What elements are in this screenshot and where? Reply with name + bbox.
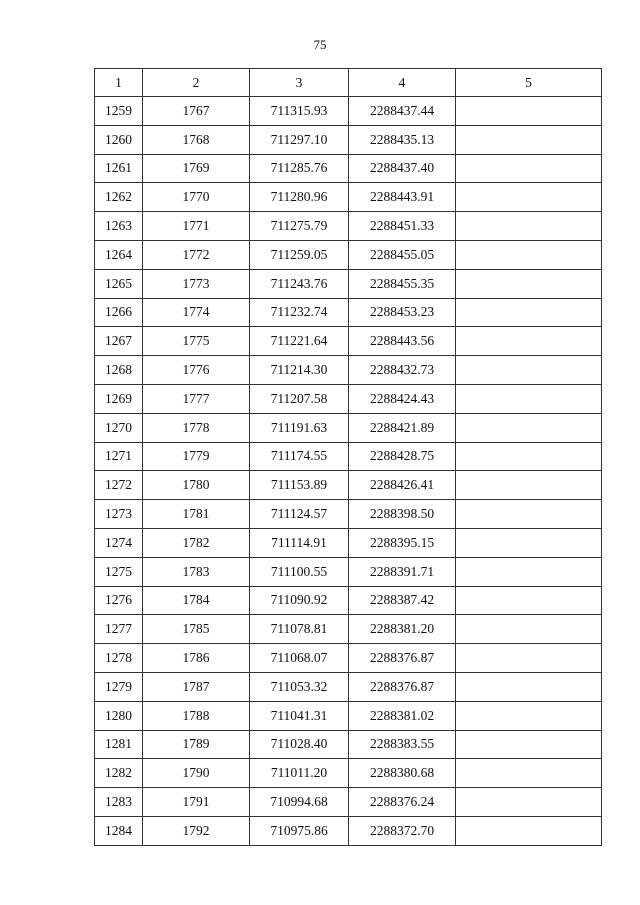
row-number-cell: 1263	[95, 212, 143, 241]
column-header-5: 5	[456, 69, 602, 97]
note-cell	[456, 500, 602, 529]
note-cell	[456, 586, 602, 615]
y-coordinate-cell: 2288428.75	[349, 442, 456, 471]
note-cell	[456, 730, 602, 759]
y-coordinate-cell: 2288443.91	[349, 183, 456, 212]
point-number-cell: 1774	[143, 298, 250, 327]
y-coordinate-cell: 2288451.33	[349, 212, 456, 241]
x-coordinate-cell: 710994.68	[250, 788, 349, 817]
note-cell	[456, 154, 602, 183]
row-number-cell: 1276	[95, 586, 143, 615]
point-number-cell: 1786	[143, 644, 250, 673]
point-number-cell: 1791	[143, 788, 250, 817]
row-number-cell: 1273	[95, 500, 143, 529]
table-row	[95, 672, 602, 701]
x-coordinate-cell: 711315.93	[250, 97, 349, 126]
x-coordinate-cell: 711221.64	[250, 327, 349, 356]
point-number-cell: 1768	[143, 125, 250, 154]
y-coordinate-cell: 2288381.20	[349, 615, 456, 644]
column-header-3: 3	[250, 69, 349, 97]
x-coordinate-cell: 711153.89	[250, 471, 349, 500]
row-number-cell: 1266	[95, 298, 143, 327]
row-number-cell: 1271	[95, 442, 143, 471]
row-number-cell: 1270	[95, 413, 143, 442]
table-row	[95, 327, 602, 356]
point-number-cell: 1788	[143, 701, 250, 730]
point-number-cell: 1783	[143, 557, 250, 586]
y-coordinate-cell: 2288455.05	[349, 240, 456, 269]
column-header-2: 2	[143, 69, 250, 97]
note-cell	[456, 212, 602, 241]
table-row	[95, 212, 602, 241]
table-row	[95, 356, 602, 385]
table-row	[95, 183, 602, 212]
row-number-cell: 1265	[95, 269, 143, 298]
table-row	[95, 471, 602, 500]
row-number-cell: 1284	[95, 816, 143, 845]
row-number-cell: 1274	[95, 528, 143, 557]
table-row	[95, 269, 602, 298]
table-row	[95, 615, 602, 644]
point-number-cell: 1767	[143, 97, 250, 126]
point-number-cell: 1784	[143, 586, 250, 615]
table-row	[95, 500, 602, 529]
table-row	[95, 586, 602, 615]
row-number-cell: 1261	[95, 154, 143, 183]
x-coordinate-cell: 711243.76	[250, 269, 349, 298]
row-number-cell: 1268	[95, 356, 143, 385]
note-cell	[456, 327, 602, 356]
x-coordinate-cell: 711068.07	[250, 644, 349, 673]
note-cell	[456, 298, 602, 327]
point-number-cell: 1792	[143, 816, 250, 845]
table-body	[95, 97, 602, 846]
note-cell	[456, 356, 602, 385]
note-cell	[456, 788, 602, 817]
note-cell	[456, 471, 602, 500]
x-coordinate-cell: 711078.81	[250, 615, 349, 644]
y-coordinate-cell: 2288435.13	[349, 125, 456, 154]
table-row	[95, 413, 602, 442]
note-cell	[456, 442, 602, 471]
coordinates-table	[94, 68, 602, 846]
point-number-cell: 1790	[143, 759, 250, 788]
y-coordinate-cell: 2288376.87	[349, 644, 456, 673]
column-header-4: 4	[349, 69, 456, 97]
note-cell	[456, 269, 602, 298]
y-coordinate-cell: 2288443.56	[349, 327, 456, 356]
y-coordinate-cell: 2288421.89	[349, 413, 456, 442]
table-row	[95, 557, 602, 586]
point-number-cell: 1779	[143, 442, 250, 471]
table-row	[95, 701, 602, 730]
point-number-cell: 1782	[143, 528, 250, 557]
table-header-row	[95, 69, 602, 97]
table-row	[95, 759, 602, 788]
note-cell	[456, 125, 602, 154]
note-cell	[456, 557, 602, 586]
x-coordinate-cell: 711028.40	[250, 730, 349, 759]
y-coordinate-cell: 2288426.41	[349, 471, 456, 500]
note-cell	[456, 615, 602, 644]
y-coordinate-cell: 2288455.35	[349, 269, 456, 298]
point-number-cell: 1787	[143, 672, 250, 701]
column-header-1: 1	[95, 69, 143, 97]
x-coordinate-cell: 711207.58	[250, 384, 349, 413]
table-row	[95, 788, 602, 817]
table-row	[95, 816, 602, 845]
row-number-cell: 1279	[95, 672, 143, 701]
row-number-cell: 1278	[95, 644, 143, 673]
table-row	[95, 384, 602, 413]
x-coordinate-cell: 711275.79	[250, 212, 349, 241]
note-cell	[456, 384, 602, 413]
row-number-cell: 1283	[95, 788, 143, 817]
y-coordinate-cell: 2288437.44	[349, 97, 456, 126]
point-number-cell: 1771	[143, 212, 250, 241]
x-coordinate-cell: 711041.31	[250, 701, 349, 730]
x-coordinate-cell: 711280.96	[250, 183, 349, 212]
row-number-cell: 1260	[95, 125, 143, 154]
table-row	[95, 298, 602, 327]
row-number-cell: 1269	[95, 384, 143, 413]
y-coordinate-cell: 2288387.42	[349, 586, 456, 615]
row-number-cell: 1275	[95, 557, 143, 586]
table-row	[95, 644, 602, 673]
point-number-cell: 1772	[143, 240, 250, 269]
x-coordinate-cell: 711114.91	[250, 528, 349, 557]
point-number-cell: 1769	[143, 154, 250, 183]
y-coordinate-cell: 2288380.68	[349, 759, 456, 788]
y-coordinate-cell: 2288381.02	[349, 701, 456, 730]
row-number-cell: 1264	[95, 240, 143, 269]
x-coordinate-cell: 711174.55	[250, 442, 349, 471]
y-coordinate-cell: 2288372.70	[349, 816, 456, 845]
x-coordinate-cell: 711297.10	[250, 125, 349, 154]
x-coordinate-cell: 711090.92	[250, 586, 349, 615]
note-cell	[456, 759, 602, 788]
table-row	[95, 528, 602, 557]
x-coordinate-cell: 711214.30	[250, 356, 349, 385]
row-number-cell: 1282	[95, 759, 143, 788]
table-row	[95, 97, 602, 126]
row-number-cell: 1262	[95, 183, 143, 212]
x-coordinate-cell: 711191.63	[250, 413, 349, 442]
y-coordinate-cell: 2288432.73	[349, 356, 456, 385]
row-number-cell: 1277	[95, 615, 143, 644]
y-coordinate-cell: 2288437.40	[349, 154, 456, 183]
x-coordinate-cell: 711285.76	[250, 154, 349, 183]
row-number-cell: 1259	[95, 97, 143, 126]
y-coordinate-cell: 2288383.55	[349, 730, 456, 759]
note-cell	[456, 701, 602, 730]
note-cell	[456, 816, 602, 845]
table-row	[95, 154, 602, 183]
y-coordinate-cell: 2288398.50	[349, 500, 456, 529]
x-coordinate-cell: 711232.74	[250, 298, 349, 327]
note-cell	[456, 644, 602, 673]
row-number-cell: 1272	[95, 471, 143, 500]
table-row	[95, 730, 602, 759]
point-number-cell: 1785	[143, 615, 250, 644]
table-row	[95, 442, 602, 471]
y-coordinate-cell: 2288424.43	[349, 384, 456, 413]
row-number-cell: 1267	[95, 327, 143, 356]
row-number-cell: 1280	[95, 701, 143, 730]
x-coordinate-cell: 711011.20	[250, 759, 349, 788]
y-coordinate-cell: 2288391.71	[349, 557, 456, 586]
row-number-cell: 1281	[95, 730, 143, 759]
point-number-cell: 1789	[143, 730, 250, 759]
note-cell	[456, 240, 602, 269]
x-coordinate-cell: 711100.55	[250, 557, 349, 586]
x-coordinate-cell: 711259.05	[250, 240, 349, 269]
note-cell	[456, 97, 602, 126]
point-number-cell: 1780	[143, 471, 250, 500]
y-coordinate-cell: 2288453.23	[349, 298, 456, 327]
x-coordinate-cell: 711124.57	[250, 500, 349, 529]
note-cell	[456, 413, 602, 442]
point-number-cell: 1781	[143, 500, 250, 529]
note-cell	[456, 183, 602, 212]
point-number-cell: 1778	[143, 413, 250, 442]
y-coordinate-cell: 2288395.15	[349, 528, 456, 557]
point-number-cell: 1777	[143, 384, 250, 413]
page-number: 75	[313, 37, 327, 52]
point-number-cell: 1776	[143, 356, 250, 385]
x-coordinate-cell: 711053.32	[250, 672, 349, 701]
y-coordinate-cell: 2288376.24	[349, 788, 456, 817]
table-row	[95, 240, 602, 269]
point-number-cell: 1770	[143, 183, 250, 212]
point-number-cell: 1773	[143, 269, 250, 298]
point-number-cell: 1775	[143, 327, 250, 356]
note-cell	[456, 528, 602, 557]
note-cell	[456, 672, 602, 701]
y-coordinate-cell: 2288376.87	[349, 672, 456, 701]
x-coordinate-cell: 710975.86	[250, 816, 349, 845]
table-row	[95, 125, 602, 154]
